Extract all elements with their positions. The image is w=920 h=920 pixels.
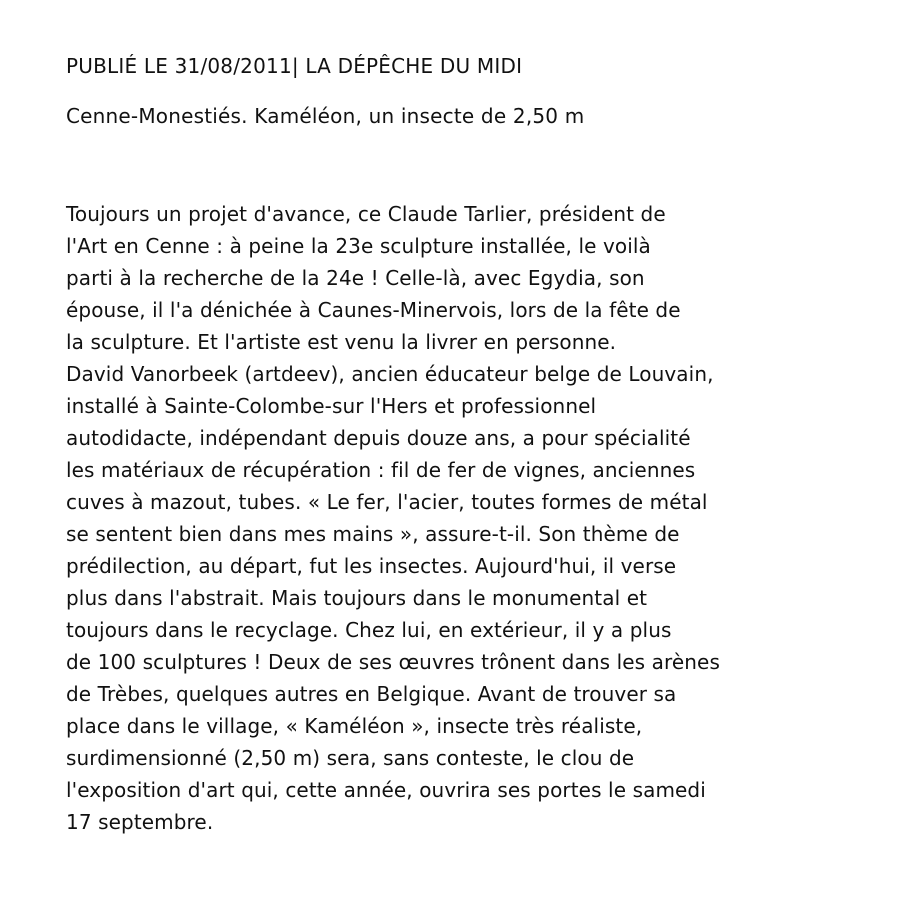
article-line: parti à la recherche de la 24e ! Celle-là, avec Egydia, son bbox=[66, 266, 645, 290]
article-headline: Cenne-Monestiés. Kaméléon, un insecte de 2,50 m bbox=[66, 104, 585, 128]
article-line: de 100 sculptures ! Deux de ses œuvres trônent dans les arènes bbox=[66, 650, 720, 674]
article-line: place dans le village, « Kaméléon », insecte très réaliste, bbox=[66, 714, 643, 738]
article-line: cuves à mazout, tubes. « Le fer, l'acier, toutes formes de métal bbox=[66, 490, 708, 514]
article-line: plus dans l'abstrait. Mais toujours dans le monumental et bbox=[66, 586, 648, 610]
article-line: 17 septembre. bbox=[66, 810, 214, 834]
article-line: les matériaux de récupération : fil de fer de vignes, anciennes bbox=[66, 458, 696, 482]
article-line: se sentent bien dans mes mains », assure-t-il. Son thème de bbox=[66, 522, 680, 546]
article-line: surdimensionné (2,50 m) sera, sans conteste, le clou de bbox=[66, 746, 635, 770]
publication-line: PUBLIÉ LE 31/08/2011| LA DÉPÊCHE DU MIDI bbox=[66, 54, 523, 78]
article-line: prédilection, au départ, fut les insectes. Aujourd'hui, il verse bbox=[66, 554, 677, 578]
article-body bbox=[66, 198, 856, 838]
article-line: toujours dans le recyclage. Chez lui, en extérieur, il y a plus bbox=[66, 618, 672, 642]
article-line: épouse, il l'a dénichée à Caunes-Minervois, lors de la fête de bbox=[66, 298, 681, 322]
article-line: l'Art en Cenne : à peine la 23e sculpture installée, le voilà bbox=[66, 234, 651, 258]
article-line: l'exposition d'art qui, cette année, ouvrira ses portes le samedi bbox=[66, 778, 706, 802]
article-line: installé à Sainte-Colombe-sur l'Hers et professionnel bbox=[66, 394, 597, 418]
article-line: David Vanorbeek (artdeev), ancien éducateur belge de Louvain, bbox=[66, 362, 714, 386]
article-line: Toujours un projet d'avance, ce Claude Tarlier, président de bbox=[66, 202, 666, 226]
article-line: de Trèbes, quelques autres en Belgique. Avant de trouver sa bbox=[66, 682, 677, 706]
article-line: autodidacte, indépendant depuis douze ans, a pour spécialité bbox=[66, 426, 691, 450]
article-line: la sculpture. Et l'artiste est venu la livrer en personne. bbox=[66, 330, 617, 354]
